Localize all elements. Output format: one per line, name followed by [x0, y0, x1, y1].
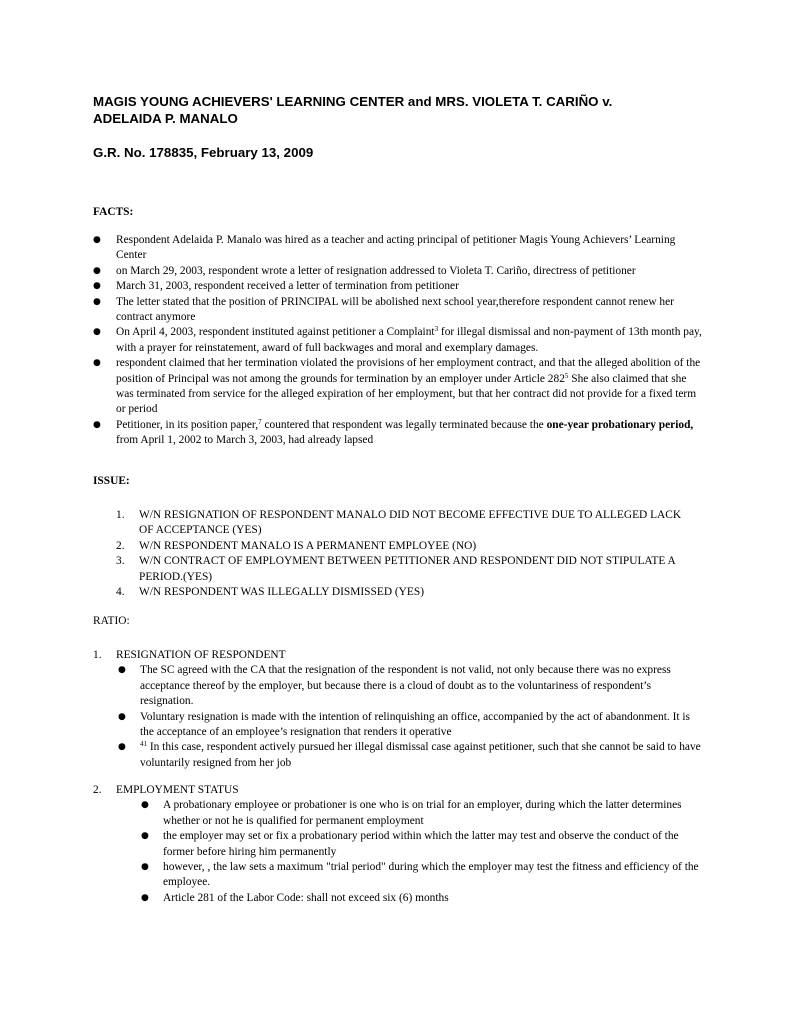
ratio-text: however, , the law sets a maximum "trial period" during which the employer may test the fitness and efficiency of the employee. — [163, 861, 699, 889]
list-item — [93, 663, 703, 709]
list-item — [116, 508, 696, 539]
footnote-ref: 5 — [564, 371, 569, 380]
issue-heading: ISSUE: — [93, 475, 130, 487]
list-item — [93, 740, 703, 771]
list-item — [93, 233, 703, 264]
list-number: 2. — [116, 539, 125, 552]
list-item — [93, 325, 703, 356]
ratio-section-employment — [93, 783, 703, 906]
list-item — [93, 710, 703, 741]
footnote-ref: 3 — [434, 325, 439, 334]
list-number: 1. — [93, 649, 102, 661]
fact-text: for illegal dismissal and non-payment of 13th month pay, with a prayer for reinstatement, award of full backwages and moral and exemplary damages. — [116, 326, 702, 354]
list-number: 2. — [93, 784, 102, 796]
bullet-icon: ● — [141, 831, 149, 842]
bullet-icon: ● — [141, 862, 149, 873]
footnote-ref: 41 — [140, 740, 147, 749]
case-title-line1: MAGIS YOUNG ACHIEVERS' LEARNING CENTER and MRS. VIOLETA T. CARIÑO v. — [93, 94, 613, 109]
list-item — [93, 798, 703, 829]
issue-list — [116, 508, 696, 600]
section-title — [93, 648, 703, 663]
fact-text: March 31, 2003, respondent received a letter of termination from petitioner — [116, 280, 459, 293]
case-title — [93, 93, 612, 127]
list-item — [116, 554, 696, 585]
fact-text: She also claimed that she was terminated from service for the alleged expiration of her employment, but that her contract did not provide for a fixed term or period — [116, 372, 697, 416]
bullet-icon: ● — [93, 265, 101, 276]
ratio-text: Voluntary resignation is made with the intention of relinquishing an office, accompanied by the act of abandonment. It is the acceptance of an employee’s resignation that renders it operative — [140, 710, 690, 739]
ratio-text: A probationary employee or probationer is one who is on trial for an employer, during which the latter determines whether or not he is qualified for permanent employment — [163, 799, 682, 827]
issue-text: W/N RESPONDENT WAS ILLEGALLY DISMISSED (YES) — [139, 586, 424, 599]
footnote-ref: 7 — [258, 417, 262, 426]
bullet-icon: ● — [93, 235, 101, 245]
issue-text: W/N CONTRACT OF EMPLOYMENT BETWEEN PETITIONER AND RESPONDENT DID NOT STIPULATE A PERIOD.(YES) — [139, 555, 676, 583]
list-number: 4. — [116, 586, 125, 599]
facts-heading: FACTS: — [93, 206, 134, 218]
case-number: G.R. No. 178835, February 13, 2009 — [93, 145, 314, 160]
fact-text: On April 4, 2003, respondent instituted against petitioner a Complaint — [116, 326, 435, 339]
list-item — [93, 860, 703, 891]
section-title-text: EMPLOYMENT STATUS — [116, 784, 239, 796]
facts-list — [93, 233, 703, 449]
fact-text: from April 1, 2002 to March 3, 2003, had already lapsed — [116, 434, 374, 447]
issue-text: W/N RESPONDENT MANALO IS A PERMANENT EMPLOYEE (NO) — [139, 539, 477, 552]
list-item — [93, 264, 703, 279]
bullet-icon: ● — [118, 742, 126, 753]
fact-text: Petitioner, in its position paper, — [116, 418, 259, 431]
bullet-icon: ● — [93, 327, 101, 338]
ratio-sub-list — [93, 798, 703, 906]
list-number: 1. — [116, 509, 125, 521]
section-title — [93, 783, 703, 798]
bullet-icon: ● — [141, 892, 149, 903]
ratio-heading: RATIO: — [93, 615, 130, 627]
list-item — [93, 295, 703, 326]
fact-bold-text: one-year probationary period, — [546, 418, 694, 431]
bullet-icon: ● — [141, 800, 149, 811]
list-item — [93, 418, 703, 449]
fact-text: on March 29, 2003, respondent wrote a letter of resignation addressed to Violeta T. Cariño, directress of petitioner — [116, 264, 636, 277]
case-title-line2: ADELAIDA P. MANALO — [93, 111, 238, 126]
list-item — [93, 829, 703, 860]
ratio-section-resignation — [93, 648, 703, 771]
fact-text: The letter stated that the position of PRINCIPAL will be abolished next school year,therefore respondent cannot renew her contract anymore — [116, 295, 674, 324]
fact-text: respondent claimed that her termination violated the provisions of her employment contract, and that the alleged abolition of the position of Principal was not among the grounds for termination by an employer under Article 282 — [116, 357, 701, 385]
ratio-text: the employer may set or fix a probationary period within which the latter may test and observe the conduct of the former before hiring him permanently — [163, 830, 679, 858]
list-item — [116, 539, 696, 554]
list-item — [116, 585, 696, 600]
section-title-text: RESIGNATION OF RESPONDENT — [116, 649, 286, 661]
bullet-icon: ● — [93, 296, 101, 307]
issue-text: W/N RESIGNATION OF RESPONDENT MANALO DID NOT BECOME EFFECTIVE DUE TO ALLEGED LACK OF ACCEPTANCE (YES) — [139, 509, 682, 537]
list-item — [93, 891, 703, 906]
list-item — [93, 356, 703, 418]
ratio-text: Article 281 of the Labor Code: shall not exceed six (6) months — [163, 891, 449, 904]
list-item — [93, 279, 703, 294]
bullet-icon: ● — [93, 419, 101, 430]
fact-text: countered that respondent was legally terminated because the — [261, 418, 547, 431]
bullet-icon: ● — [93, 281, 101, 292]
list-number: 3. — [116, 555, 125, 568]
bullet-icon: ● — [93, 358, 101, 369]
ratio-text: The SC agreed with the CA that the resignation of the respondent is not valid, not only because there was no express acceptance thereof by the employer, but because there is a cloud of doubt as to the voluntariness of respondent’s resignation. — [140, 664, 671, 708]
ratio-sub-list — [93, 663, 703, 771]
ratio-text: In this case, respondent actively pursued her illegal dismissal case against petitioner, such that she cannot be said to have voluntarily resigned from her job — [140, 741, 701, 769]
bullet-icon: ● — [118, 665, 126, 676]
fact-text: Respondent Adelaida P. Manalo was hired as a teacher and acting principal of petitioner Magis Young Achievers’ Learning Center — [116, 234, 676, 262]
bullet-icon: ● — [118, 711, 126, 722]
